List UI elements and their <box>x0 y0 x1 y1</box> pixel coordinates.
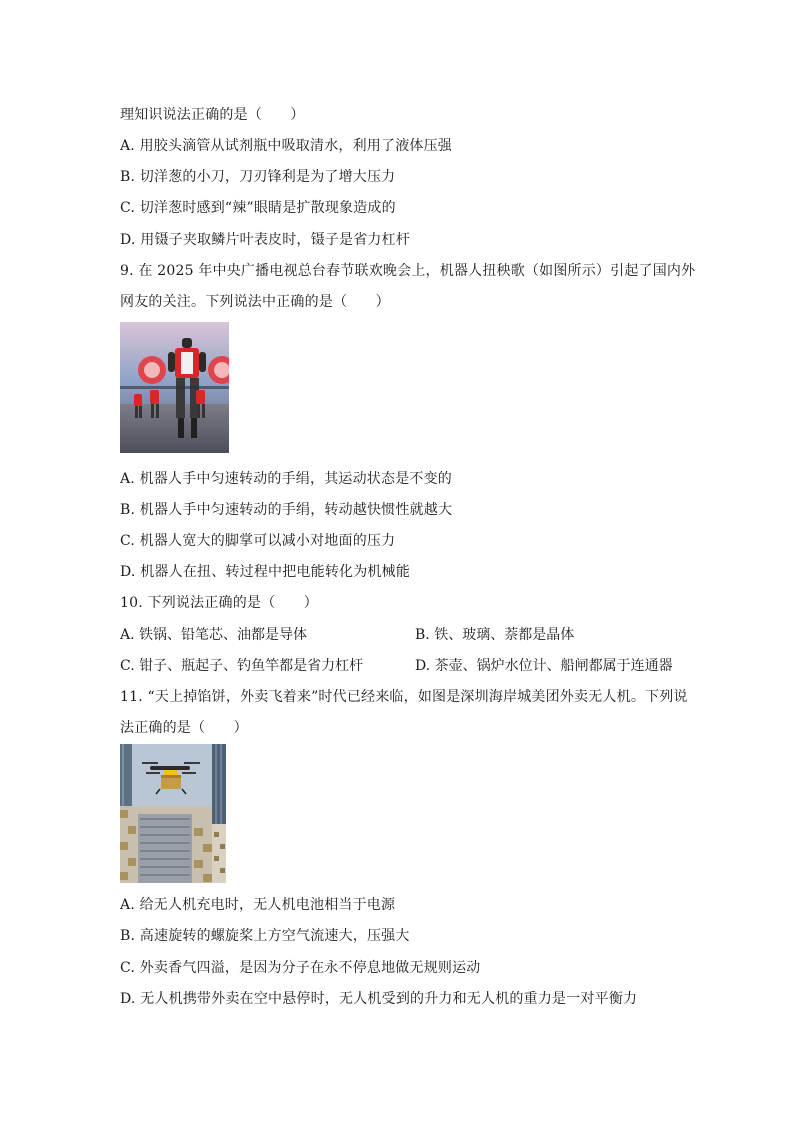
q8-option-a: A. 用胶头滴管从试剂瓶中吸取清水，利用了液体压强 <box>120 138 453 154</box>
q9-option-c: C. 机器人宽大的脚掌可以减小对地面的压力 <box>120 533 396 549</box>
q10-option-b: B. 铁、玻璃、萘都是晶体 <box>415 627 575 643</box>
q9-stem-line2: 网友的关注。下列说法中正确的是（ ） <box>120 294 390 310</box>
q11-option-a: A. 给无人机充电时，无人机电池相当于电源 <box>120 897 396 913</box>
q9-option-a: A. 机器人手中匀速转动的手绢，其运动状态是不变的 <box>120 471 453 487</box>
q9-option-d: D. 机器人在扭、转过程中把电能转化为机械能 <box>120 564 411 580</box>
q10-option-a: A. 铁锅、铅笔芯、油都是导体 <box>120 627 308 643</box>
q11-stem-line2: 法正确的是（ ） <box>120 720 248 736</box>
q11-option-b: B. 高速旋转的螺旋桨上方空气流速大，压强大 <box>120 928 410 944</box>
drone-delivery-photo <box>120 744 226 883</box>
robot-dance-photo <box>120 322 229 453</box>
q11-stem-line1: 11. “天上掉馅饼，外卖飞着来”时代已经来临，如图是深圳海岸城美团外卖无人机。下列说 <box>120 689 688 705</box>
q8-option-d: D. 用镊子夹取鳞片叶表皮时，镊子是省力杠杆 <box>120 232 411 248</box>
q8-option-c: C. 切洋葱时感到“辣”眼睛是扩散现象造成的 <box>120 200 396 216</box>
q10-option-d: D. 茶壶、锅炉水位计、船闸都属于连通器 <box>415 658 673 674</box>
q10-option-c: C. 钳子、瓶起子、钓鱼竿都是省力杠杆 <box>120 658 364 674</box>
q10-stem: 10. 下列说法正确的是（ ） <box>120 595 318 611</box>
q8-option-b: B. 切洋葱的小刀，刀刃锋利是为了增大压力 <box>120 169 396 185</box>
q11-option-d: D. 无人机携带外卖在空中悬停时，无人机受到的升力和无人机的重力是一对平衡力 <box>120 991 638 1007</box>
q9-option-b: B. 机器人手中匀速转动的手绢，转动越快惯性就越大 <box>120 502 453 518</box>
q9-stem-line1: 9. 在 2025 年中央广播电视总台春节联欢晚会上，机器人扭秧歌（如图所示）引起了国内外 <box>120 263 696 279</box>
q8-stem: 理知识说法正确的是（ ） <box>120 107 305 123</box>
q11-option-c: C. 外卖香气四溢，是因为分子在永不停息地做无规则运动 <box>120 960 481 976</box>
